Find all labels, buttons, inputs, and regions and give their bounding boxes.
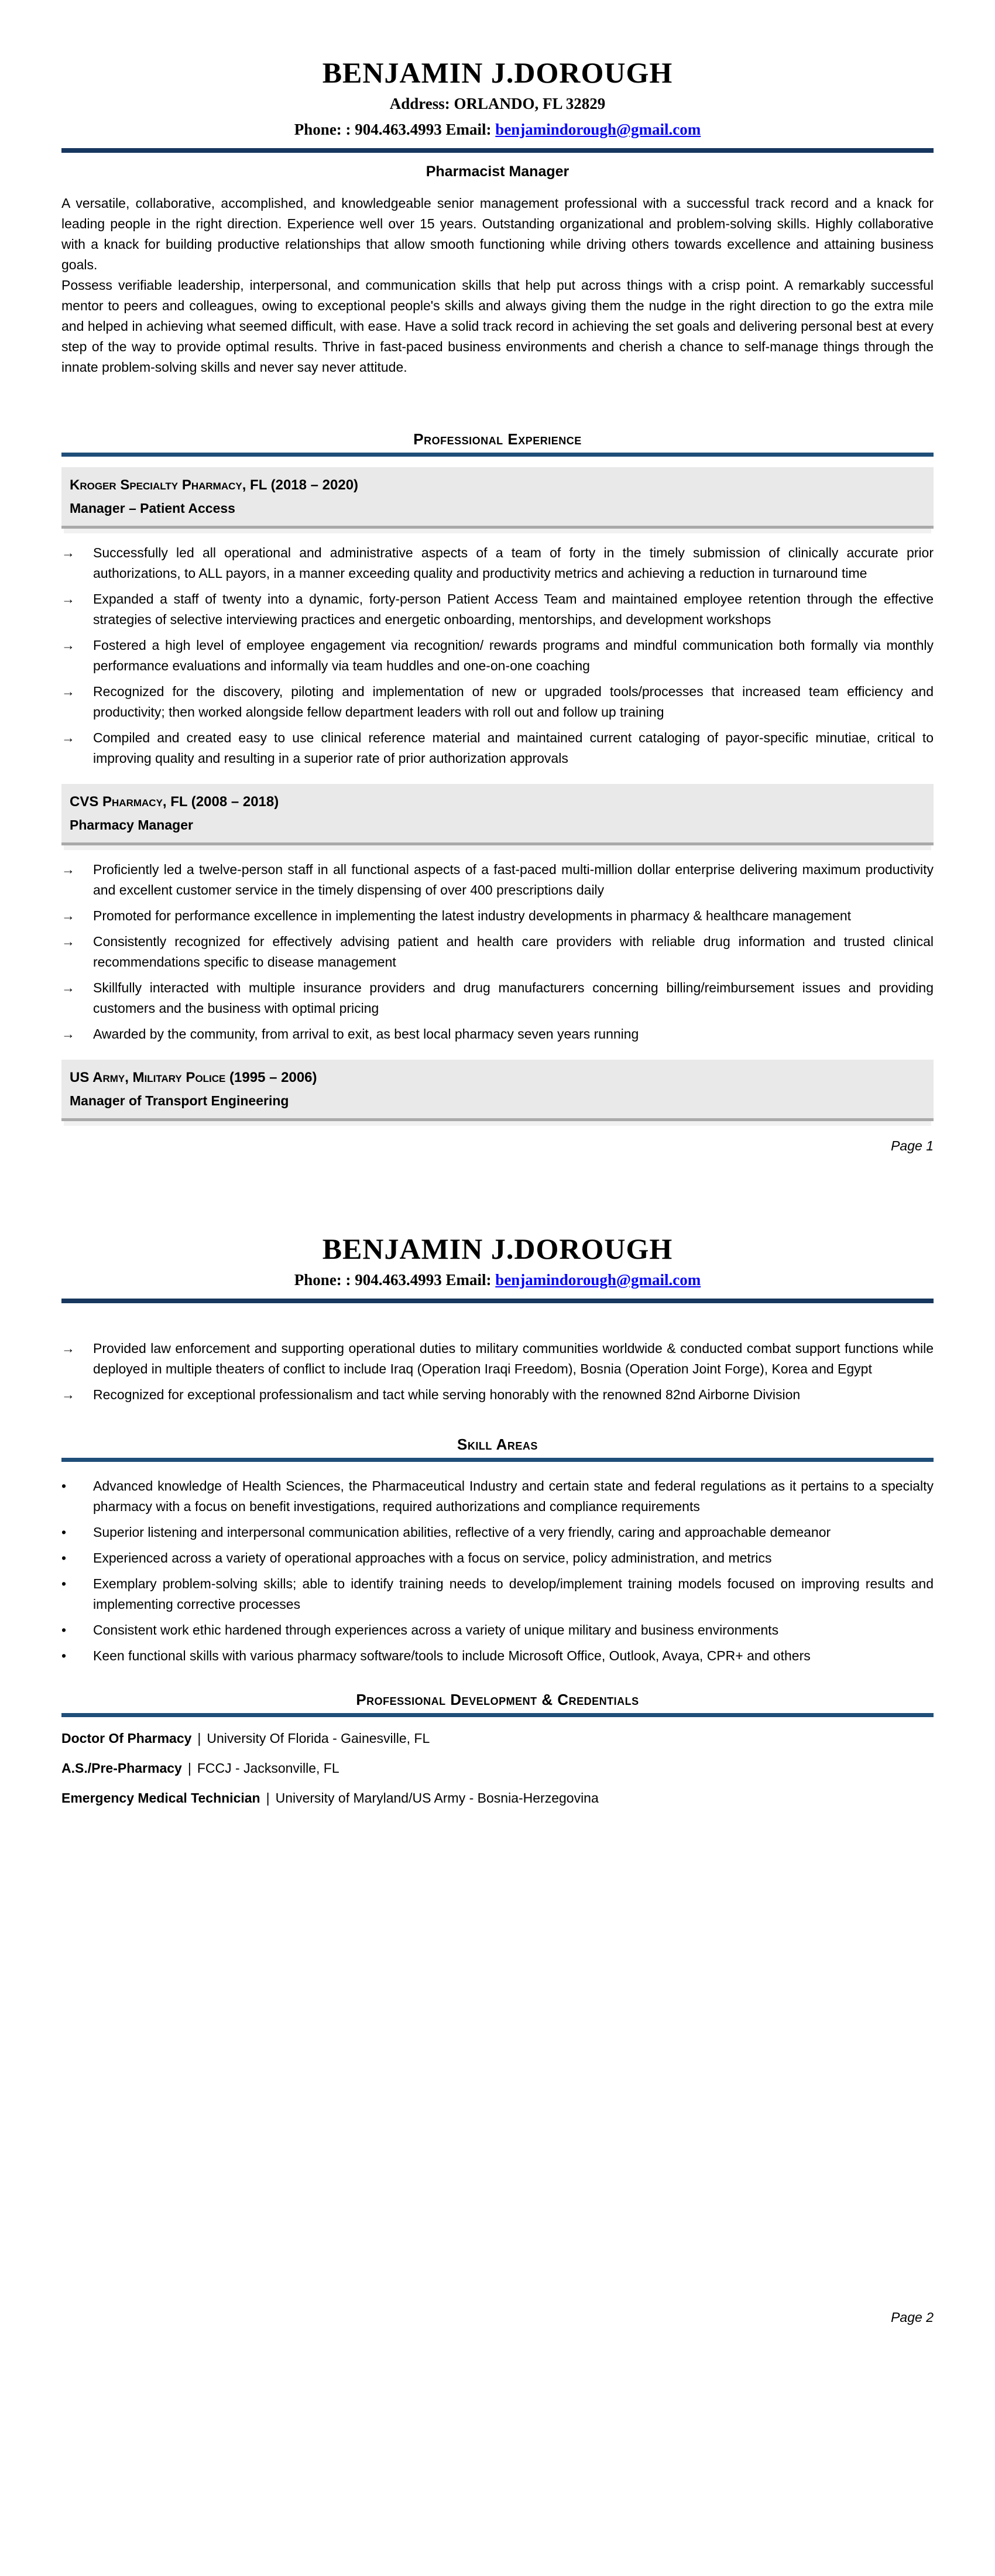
candidate-name: BENJAMIN J.DOROUGH: [322, 1232, 673, 1265]
bullet-item: [61, 1338, 934, 1379]
bullet-item: [61, 635, 934, 676]
skill-item: [61, 1476, 934, 1517]
summary-section: [61, 193, 934, 378]
job-bullets-cvs: [61, 859, 934, 1044]
bullet-item: [61, 589, 934, 630]
bullet-text: Compiled and created easy to use clinical reference material and maintained current cataloging of payor-specific minutiae, critical to improving quality and resulting in a superior rate of prior authorization approvals: [93, 730, 934, 766]
skill-item: [61, 1548, 934, 1568]
credential-row: [61, 1760, 934, 1777]
credential-degree: Doctor Of Pharmacy: [61, 1731, 192, 1746]
arrow-bullet-icon: →: [61, 684, 75, 699]
address-label: Address:: [389, 95, 454, 112]
skill-item: [61, 1574, 934, 1615]
skills-list: [61, 1476, 934, 1666]
resume-page-2: [61, 1232, 934, 2327]
skill-text: Consistent work ethic hardened through experiences across a variety of unique military and business environments: [93, 1622, 779, 1638]
bullet-text: Consistently recognized for effectively advising patient and health care providers with reliable drug information and trusted clinical recommendations specific to disease management: [93, 934, 934, 970]
address-value: ORLANDO, FL 32829: [454, 95, 606, 112]
arrow-bullet-icon: →: [61, 1026, 75, 1042]
skill-text: Keen functional skills with various pharmacy software/tools to include Microsoft Office, Outlook, Avaya, CPR+ and others: [93, 1648, 811, 1663]
arrow-bullet-icon: →: [61, 934, 75, 949]
section-rule: [61, 1713, 934, 1717]
bullet-item: [61, 859, 934, 900]
arrow-bullet-icon: →: [61, 862, 75, 877]
bullet-text: Skillfully interacted with multiple insurance providers and drug manufacturers concerning billing/reimbursement issues and providing customers and the business with optimal pricing: [93, 980, 934, 1016]
section-heading-professional-experience: Professional Experience: [413, 430, 582, 448]
bullet-text: Recognized for the discovery, piloting and implementation of new or upgraded tools/processes that increased team efficiency and productivity; then worked alongside fellow department leaders with roll out and follow up training: [93, 684, 934, 720]
dot-bullet-icon: •: [61, 1622, 67, 1638]
job-bullets-us-army: [61, 1338, 934, 1405]
skill-text: Superior listening and interpersonal communication abilities, reflective of a very friendly, caring and approachable demeanor: [93, 1525, 831, 1540]
phone-value: 904.463.4993: [355, 1271, 442, 1289]
skill-text: Experienced across a variety of operational approaches with a focus on service, policy administration, and metrics: [93, 1550, 772, 1566]
arrow-bullet-icon: →: [61, 980, 75, 995]
bullet-text: Provided law enforcement and supporting operational duties to military communities worldwide & conducted combat support functions while deployed in multiple theaters of conflict to include Iraq (Operation Iraqi Freedom), Bosnia (Operation Joint Forge), Korea and Egypt: [93, 1341, 934, 1376]
skill-text: Advanced knowledge of Health Sciences, the Pharmaceutical Industry and certain state and federal regulations as it pertains to a specialty pharmacy with a focus on benefit investigations, required authorizations and compliance requirements: [93, 1478, 934, 1514]
bullet-item: [61, 728, 934, 769]
phone-label: Phone: :: [294, 1271, 355, 1289]
email-link[interactable]: benjamindorough@gmail.com: [495, 1271, 701, 1289]
bullet-item: [61, 543, 934, 584]
page2-header: [61, 1232, 934, 1303]
dot-bullet-icon: •: [61, 1576, 67, 1591]
bullet-item: [61, 1385, 934, 1405]
bullet-text: Recognized for exceptional professionalism and tact while serving honorably with the renowned 82nd Airborne Division: [93, 1387, 801, 1402]
resume-page-1: [61, 56, 934, 1156]
arrow-bullet-icon: →: [61, 1341, 75, 1356]
job-company: Kroger Specialty Pharmacy, FL (2018 – 2020): [70, 477, 359, 493]
credential-separator: |: [266, 1790, 270, 1806]
credential-separator: |: [197, 1731, 201, 1746]
arrow-bullet-icon: →: [61, 545, 75, 560]
job-role: Manager – Patient Access: [70, 501, 235, 516]
section-rule: [61, 1458, 934, 1462]
bullet-item: [61, 681, 934, 722]
dot-bullet-icon: •: [61, 1648, 67, 1663]
job-role: Pharmacy Manager: [70, 817, 193, 833]
job-bullets-kroger: [61, 543, 934, 769]
job-block-cvs: [61, 784, 934, 845]
credential-institution: FCCJ - Jacksonville, FL: [197, 1760, 339, 1776]
arrow-bullet-icon: →: [61, 908, 75, 923]
bullet-text: Promoted for performance excellence in implementing the latest industry developments in pharmacy & healthcare management: [93, 908, 852, 923]
email-label: Email:: [441, 1271, 496, 1289]
summary-paragraph: Possess verifiable leadership, interpersonal, and communication skills that help put across things with a crisp point. A remarkably successful mentor to peers and colleagues, owing to exceptional people's skills and always giving them the nudge in the right direction to go the extra mile and helped in achieving what seemed difficult, with ease. Have a solid track record in achieving the set goals and delivering personal best at every step of the way to provide optimal results. Thrive in fast-paced business environments and cherish a chance to self-manage things through the innate problem-solving skills and never say never attitude.: [61, 278, 934, 375]
bullet-item: [61, 906, 934, 926]
credential-row: [61, 1730, 934, 1747]
credential-institution: University Of Florida - Gainesville, FL: [207, 1731, 430, 1746]
bullet-item: [61, 931, 934, 972]
job-block-kroger: [61, 467, 934, 529]
header-divider-rule: [61, 1299, 934, 1303]
dot-bullet-icon: •: [61, 1525, 67, 1540]
credential-row: [61, 1790, 934, 1807]
bullet-item: [61, 978, 934, 1019]
email-label: Email:: [441, 121, 496, 138]
header-divider-rule: [61, 148, 934, 153]
address-line: [61, 93, 934, 115]
arrow-bullet-icon: →: [61, 591, 75, 607]
page-number-label: Page 2: [891, 2310, 934, 2325]
dot-bullet-icon: •: [61, 1550, 67, 1566]
email-link[interactable]: benjamindorough@gmail.com: [495, 121, 701, 138]
skill-item: [61, 1522, 934, 1543]
bullet-text: Proficiently led a twelve-person staff in all functional aspects of a fast-paced multi-million dollar enterprise delivering maximum productivity and excellent customer service in the timely dispensing of over 400 prescriptions daily: [93, 862, 934, 898]
credential-institution: University of Maryland/US Army - Bosnia-Herzegovina: [275, 1790, 599, 1806]
credential-degree: Emergency Medical Technician: [61, 1790, 260, 1806]
job-company: US Army, Military Police (1995 – 2006): [70, 1070, 317, 1085]
skill-item: [61, 1620, 934, 1640]
bullet-text: Expanded a staff of twenty into a dynamic, forty-person Patient Access Team and maintained employee retention through the effective strategies of selective interviewing practices and energetic onboarding, mentorships, and development workshops: [93, 591, 934, 627]
skill-item: [61, 1646, 934, 1666]
arrow-bullet-icon: →: [61, 638, 75, 653]
phone-email-line: [61, 1269, 934, 1292]
bullet-item: [61, 1024, 934, 1044]
credential-separator: |: [187, 1760, 191, 1776]
section-heading-credentials: Professional Development & Credentials: [356, 1691, 639, 1708]
dot-bullet-icon: •: [61, 1478, 67, 1493]
job-role: Manager of Transport Engineering: [70, 1093, 289, 1108]
job-company: CVS Pharmacy, FL (2008 – 2018): [70, 794, 279, 810]
job-block-us-army: [61, 1060, 934, 1121]
credential-degree: A.S./Pre-Pharmacy: [61, 1760, 182, 1776]
skill-text: Exemplary problem-solving skills; able to identify training needs to develop/implement training models focused on improving results and implementing corrective processes: [93, 1576, 934, 1612]
bullet-text: Awarded by the community, from arrival to exit, as best local pharmacy seven years running: [93, 1026, 639, 1042]
page-number-label: Page 1: [891, 1138, 934, 1153]
phone-value: 904.463.4993: [355, 121, 442, 138]
job-title-heading: Pharmacist Manager: [426, 163, 569, 180]
bullet-text: Successfully led all operational and administrative aspects of a team of forty in the timely submission of clinically accurate prior authorizations, to ALL payors, in a manner exceeding quality and productivity metrics and achieving a reduction in turnaround time: [93, 545, 934, 581]
phone-email-line: [61, 118, 934, 141]
bottom-whitespace: [61, 1807, 934, 2293]
phone-label: Phone: :: [294, 121, 355, 138]
summary-paragraph: A versatile, collaborative, accomplished, and knowledgeable senior management professional with a successful track record and a knack for leading people in the right direction. Experience well over 15 years. Outstanding organizational and problem-solving skills. Highly collaborative with a knack for building productive relationships that allow smooth functioning while driving others towards excellence and attaining business goals.: [61, 196, 934, 272]
arrow-bullet-icon: →: [61, 1387, 75, 1402]
section-rule: [61, 453, 934, 457]
arrow-bullet-icon: →: [61, 730, 75, 745]
candidate-name: BENJAMIN J.DOROUGH: [322, 56, 673, 89]
section-heading-skill-areas: Skill Areas: [457, 1436, 538, 1453]
bullet-text: Fostered a high level of employee engagement via recognition/ rewards programs and mindful communication both formally via monthly performance evaluations and informally via team huddles and one-on-one coaching: [93, 638, 934, 673]
